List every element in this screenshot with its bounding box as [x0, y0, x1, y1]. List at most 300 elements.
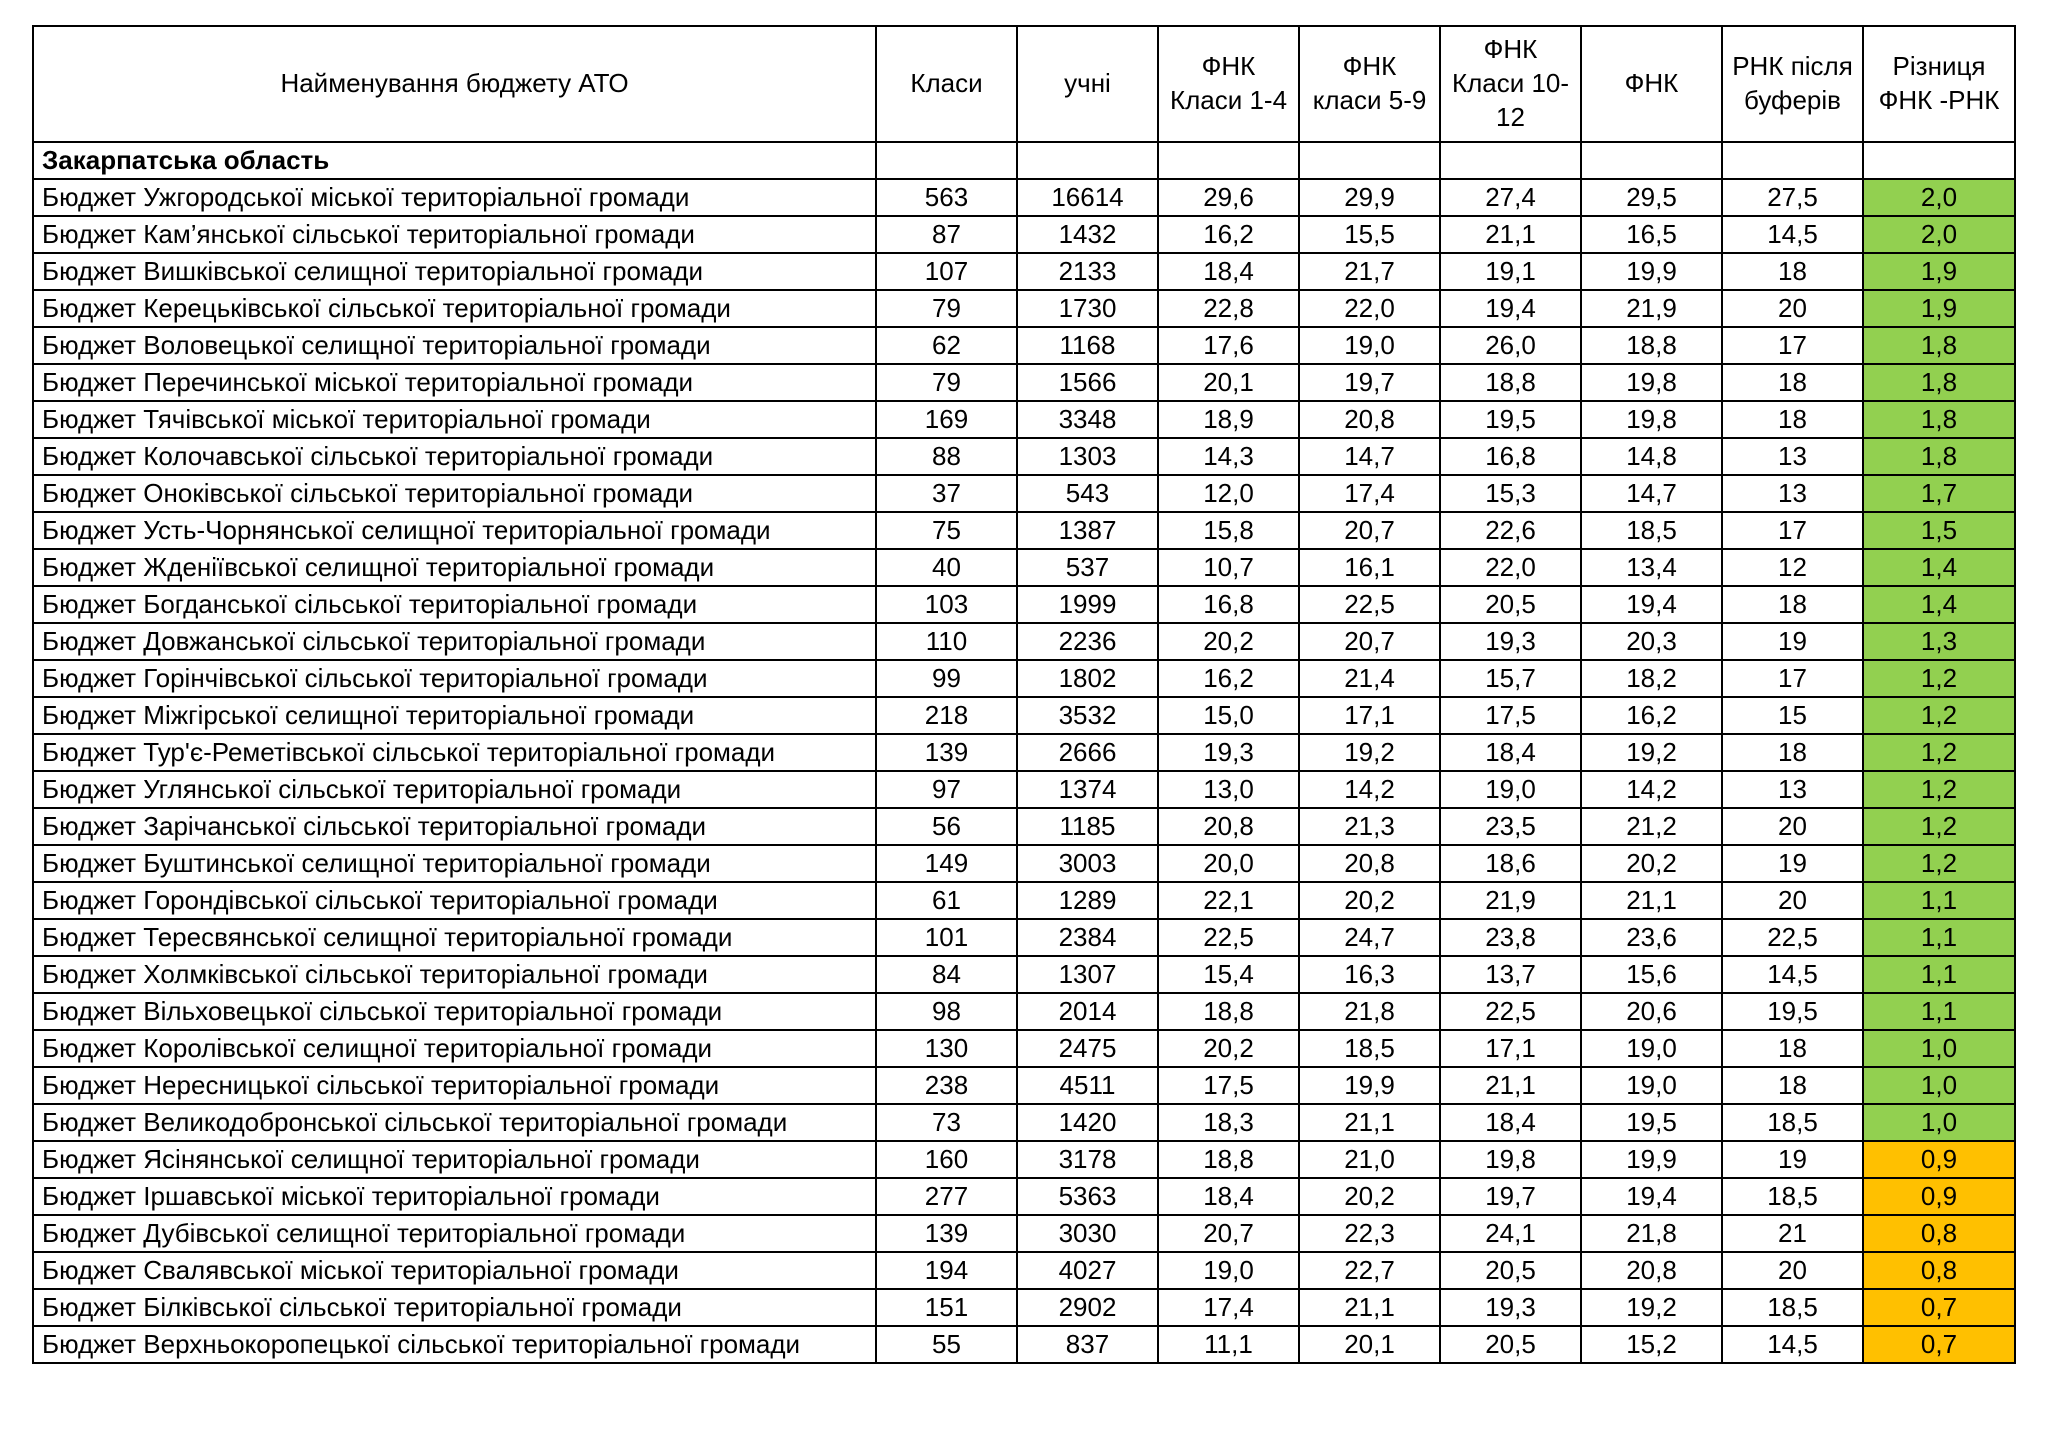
- cell-fnk: 14,7: [1581, 475, 1722, 512]
- cell-fnk: 18,8: [1581, 327, 1722, 364]
- table-row: [33, 660, 2015, 697]
- region-empty-cell: [1722, 142, 1863, 179]
- cell-rnk: 19: [1722, 623, 1863, 660]
- cell-diff: 1,4: [1863, 586, 2015, 623]
- cell-fnk-1-4: 20,7: [1158, 1215, 1299, 1252]
- table-row: [33, 1326, 2015, 1363]
- cell-fnk: 20,8: [1581, 1252, 1722, 1289]
- cell-classes: 139: [876, 734, 1017, 771]
- cell-fnk-10-12: 13,7: [1440, 956, 1581, 993]
- cell-rnk: 13: [1722, 771, 1863, 808]
- cell-rnk: 18,5: [1722, 1104, 1863, 1141]
- cell-classes: 139: [876, 1215, 1017, 1252]
- cell-fnk: 19,8: [1581, 401, 1722, 438]
- cell-fnk: 19,8: [1581, 364, 1722, 401]
- cell-fnk-1-4: 15,0: [1158, 697, 1299, 734]
- cell-fnk-5-9: 20,7: [1299, 512, 1440, 549]
- cell-fnk-10-12: 26,0: [1440, 327, 1581, 364]
- cell-fnk-1-4: 19,3: [1158, 734, 1299, 771]
- cell-rnk: 13: [1722, 438, 1863, 475]
- cell-fnk-10-12: 18,4: [1440, 734, 1581, 771]
- cell-classes: 55: [876, 1326, 1017, 1363]
- cell-fnk-10-12: 22,5: [1440, 993, 1581, 1030]
- cell-fnk: 21,8: [1581, 1215, 1722, 1252]
- cell-pupils: 1168: [1017, 327, 1158, 364]
- table-row: [33, 734, 2015, 771]
- cell-fnk-10-12: 27,4: [1440, 179, 1581, 216]
- cell-rnk: 19: [1722, 845, 1863, 882]
- cell-name: Бюджет Тересвянської селищної територіальної громади: [33, 919, 876, 956]
- cell-fnk-10-12: 24,1: [1440, 1215, 1581, 1252]
- cell-diff: 1,0: [1863, 1067, 2015, 1104]
- cell-name: Бюджет Перечинської міської територіальної громади: [33, 364, 876, 401]
- cell-name: Бюджет Міжгірської селищної територіальної громади: [33, 697, 876, 734]
- cell-fnk-1-4: 20,2: [1158, 1030, 1299, 1067]
- cell-pupils: 4027: [1017, 1252, 1158, 1289]
- cell-diff: 1,8: [1863, 438, 2015, 475]
- cell-fnk-10-12: 19,0: [1440, 771, 1581, 808]
- cell-diff: 1,0: [1863, 1030, 2015, 1067]
- cell-rnk: 14,5: [1722, 1326, 1863, 1363]
- cell-fnk-1-4: 17,5: [1158, 1067, 1299, 1104]
- cell-fnk-1-4: 20,1: [1158, 364, 1299, 401]
- cell-fnk-5-9: 20,2: [1299, 1178, 1440, 1215]
- budget-table: [32, 25, 2016, 1364]
- cell-diff: 1,9: [1863, 290, 2015, 327]
- cell-classes: 277: [876, 1178, 1017, 1215]
- header-row: [33, 26, 2015, 142]
- cell-pupils: 1432: [1017, 216, 1158, 253]
- cell-fnk-5-9: 17,4: [1299, 475, 1440, 512]
- cell-fnk: 19,4: [1581, 1178, 1722, 1215]
- cell-fnk: 16,5: [1581, 216, 1722, 253]
- region-row: [33, 142, 2015, 179]
- cell-pupils: 1999: [1017, 586, 1158, 623]
- cell-fnk: 20,2: [1581, 845, 1722, 882]
- cell-fnk-10-12: 19,3: [1440, 623, 1581, 660]
- cell-name: Бюджет Великодобронської сільської територіальної громади: [33, 1104, 876, 1141]
- cell-fnk-5-9: 19,2: [1299, 734, 1440, 771]
- table-row: [33, 549, 2015, 586]
- table-row: [33, 586, 2015, 623]
- cell-fnk-5-9: 16,3: [1299, 956, 1440, 993]
- cell-fnk-1-4: 17,4: [1158, 1289, 1299, 1326]
- cell-diff: 1,5: [1863, 512, 2015, 549]
- header-fnk-10-12: ФНК Класи 10-12: [1440, 26, 1581, 142]
- cell-classes: 61: [876, 882, 1017, 919]
- cell-fnk: 18,2: [1581, 660, 1722, 697]
- cell-fnk-1-4: 11,1: [1158, 1326, 1299, 1363]
- cell-classes: 130: [876, 1030, 1017, 1067]
- cell-rnk: 18,5: [1722, 1289, 1863, 1326]
- cell-fnk: 19,0: [1581, 1067, 1722, 1104]
- cell-rnk: 18: [1722, 734, 1863, 771]
- cell-rnk: 27,5: [1722, 179, 1863, 216]
- cell-pupils: 2475: [1017, 1030, 1158, 1067]
- cell-classes: 238: [876, 1067, 1017, 1104]
- cell-rnk: 14,5: [1722, 216, 1863, 253]
- cell-fnk-10-12: 19,5: [1440, 401, 1581, 438]
- cell-pupils: 1307: [1017, 956, 1158, 993]
- cell-pupils: 1387: [1017, 512, 1158, 549]
- cell-fnk-5-9: 22,0: [1299, 290, 1440, 327]
- cell-fnk-10-12: 20,5: [1440, 1252, 1581, 1289]
- cell-classes: 103: [876, 586, 1017, 623]
- cell-name: Бюджет Іршавської міської територіальної громади: [33, 1178, 876, 1215]
- cell-name: Бюджет Холмківської сільської територіальної громади: [33, 956, 876, 993]
- cell-fnk-1-4: 12,0: [1158, 475, 1299, 512]
- cell-fnk-5-9: 14,7: [1299, 438, 1440, 475]
- table-row: [33, 1252, 2015, 1289]
- cell-diff: 1,2: [1863, 660, 2015, 697]
- cell-rnk: 12: [1722, 549, 1863, 586]
- cell-rnk: 18: [1722, 1030, 1863, 1067]
- table-row: [33, 1141, 2015, 1178]
- header-rnk: РНК після буферів: [1722, 26, 1863, 142]
- cell-pupils: 3178: [1017, 1141, 1158, 1178]
- cell-pupils: 1566: [1017, 364, 1158, 401]
- cell-fnk-1-4: 19,0: [1158, 1252, 1299, 1289]
- table-row: [33, 512, 2015, 549]
- table-row: [33, 438, 2015, 475]
- cell-pupils: 2384: [1017, 919, 1158, 956]
- cell-fnk: 13,4: [1581, 549, 1722, 586]
- cell-pupils: 3030: [1017, 1215, 1158, 1252]
- cell-diff: 1,1: [1863, 956, 2015, 993]
- cell-fnk-10-12: 19,4: [1440, 290, 1581, 327]
- cell-fnk-1-4: 22,1: [1158, 882, 1299, 919]
- cell-rnk: 17: [1722, 660, 1863, 697]
- cell-fnk: 14,8: [1581, 438, 1722, 475]
- table-row: [33, 882, 2015, 919]
- cell-rnk: 17: [1722, 327, 1863, 364]
- cell-name: Бюджет Колочавської сільської територіальної громади: [33, 438, 876, 475]
- cell-fnk-1-4: 15,8: [1158, 512, 1299, 549]
- cell-classes: 40: [876, 549, 1017, 586]
- header-name: Найменування бюджету АТО: [33, 26, 876, 142]
- cell-pupils: 16614: [1017, 179, 1158, 216]
- cell-name: Бюджет Дубівської селищної територіальної громади: [33, 1215, 876, 1252]
- cell-fnk-1-4: 22,8: [1158, 290, 1299, 327]
- cell-classes: 79: [876, 290, 1017, 327]
- cell-rnk: 14,5: [1722, 956, 1863, 993]
- cell-fnk-1-4: 13,0: [1158, 771, 1299, 808]
- table-row: [33, 401, 2015, 438]
- cell-fnk-5-9: 21,1: [1299, 1104, 1440, 1141]
- cell-fnk-10-12: 17,1: [1440, 1030, 1581, 1067]
- cell-classes: 218: [876, 697, 1017, 734]
- cell-fnk-5-9: 24,7: [1299, 919, 1440, 956]
- cell-diff: 1,7: [1863, 475, 2015, 512]
- cell-fnk-5-9: 21,0: [1299, 1141, 1440, 1178]
- table-row: [33, 993, 2015, 1030]
- table-row: [33, 290, 2015, 327]
- region-name: Закарпатська область: [33, 142, 876, 179]
- cell-name: Бюджет Тячівської міської територіальної громади: [33, 401, 876, 438]
- cell-fnk-10-12: 21,1: [1440, 1067, 1581, 1104]
- cell-fnk-10-12: 16,8: [1440, 438, 1581, 475]
- region-empty-cell: [1440, 142, 1581, 179]
- cell-fnk-10-12: 22,6: [1440, 512, 1581, 549]
- cell-rnk: 20: [1722, 1252, 1863, 1289]
- cell-fnk-5-9: 20,1: [1299, 1326, 1440, 1363]
- cell-fnk-1-4: 14,3: [1158, 438, 1299, 475]
- cell-fnk: 19,0: [1581, 1030, 1722, 1067]
- cell-pupils: 3532: [1017, 697, 1158, 734]
- table-row: [33, 1178, 2015, 1215]
- cell-rnk: 18,5: [1722, 1178, 1863, 1215]
- cell-fnk: 29,5: [1581, 179, 1722, 216]
- region-empty-cell: [1581, 142, 1722, 179]
- cell-rnk: 19: [1722, 1141, 1863, 1178]
- cell-fnk-5-9: 20,2: [1299, 882, 1440, 919]
- table-row: [33, 1289, 2015, 1326]
- cell-fnk-1-4: 18,8: [1158, 1141, 1299, 1178]
- cell-fnk-10-12: 15,7: [1440, 660, 1581, 697]
- cell-fnk-10-12: 19,3: [1440, 1289, 1581, 1326]
- region-empty-cell: [1017, 142, 1158, 179]
- cell-rnk: 17: [1722, 512, 1863, 549]
- cell-name: Бюджет Ужгородської міської територіальної громади: [33, 179, 876, 216]
- cell-fnk-10-12: 19,8: [1440, 1141, 1581, 1178]
- cell-diff: 0,7: [1863, 1289, 2015, 1326]
- cell-diff: 1,4: [1863, 549, 2015, 586]
- cell-fnk: 19,2: [1581, 1289, 1722, 1326]
- table-row: [33, 919, 2015, 956]
- cell-diff: 0,8: [1863, 1252, 2015, 1289]
- cell-fnk: 15,6: [1581, 956, 1722, 993]
- cell-fnk-10-12: 18,6: [1440, 845, 1581, 882]
- cell-fnk-5-9: 19,0: [1299, 327, 1440, 364]
- cell-rnk: 18: [1722, 364, 1863, 401]
- cell-fnk-1-4: 16,2: [1158, 660, 1299, 697]
- cell-fnk: 19,2: [1581, 734, 1722, 771]
- cell-diff: 1,3: [1863, 623, 2015, 660]
- cell-fnk-1-4: 18,4: [1158, 1178, 1299, 1215]
- cell-fnk: 15,2: [1581, 1326, 1722, 1363]
- cell-name: Бюджет Богданської сільської територіальної громади: [33, 586, 876, 623]
- cell-fnk-10-12: 18,4: [1440, 1104, 1581, 1141]
- cell-fnk-5-9: 19,9: [1299, 1067, 1440, 1104]
- cell-fnk-5-9: 29,9: [1299, 179, 1440, 216]
- region-empty-cell: [1158, 142, 1299, 179]
- cell-classes: 88: [876, 438, 1017, 475]
- cell-fnk-5-9: 20,7: [1299, 623, 1440, 660]
- cell-fnk-1-4: 22,5: [1158, 919, 1299, 956]
- table-row: [33, 808, 2015, 845]
- cell-name: Бюджет Вільховецької сільської територіальної громади: [33, 993, 876, 1030]
- cell-pupils: 2902: [1017, 1289, 1158, 1326]
- cell-fnk-10-12: 22,0: [1440, 549, 1581, 586]
- cell-fnk: 19,9: [1581, 253, 1722, 290]
- header-classes: Класи: [876, 26, 1017, 142]
- cell-pupils: 2236: [1017, 623, 1158, 660]
- cell-fnk: 20,3: [1581, 623, 1722, 660]
- table-row: [33, 1067, 2015, 1104]
- cell-name: Бюджет Жденіївської селищної територіальної громади: [33, 549, 876, 586]
- cell-diff: 1,0: [1863, 1104, 2015, 1141]
- cell-diff: 2,0: [1863, 216, 2015, 253]
- cell-fnk-5-9: 15,5: [1299, 216, 1440, 253]
- cell-fnk-1-4: 18,8: [1158, 993, 1299, 1030]
- cell-diff: 1,2: [1863, 734, 2015, 771]
- cell-name: Бюджет Горондівської сільської територіальної громади: [33, 882, 876, 919]
- cell-diff: 0,9: [1863, 1178, 2015, 1215]
- region-empty-cell: [1863, 142, 2015, 179]
- cell-fnk-1-4: 29,6: [1158, 179, 1299, 216]
- table-row: [33, 364, 2015, 401]
- cell-name: Бюджет Углянської сільської територіальної громади: [33, 771, 876, 808]
- cell-fnk-10-12: 15,3: [1440, 475, 1581, 512]
- cell-diff: 0,8: [1863, 1215, 2015, 1252]
- cell-pupils: 1185: [1017, 808, 1158, 845]
- cell-rnk: 13: [1722, 475, 1863, 512]
- cell-diff: 0,9: [1863, 1141, 2015, 1178]
- cell-fnk-1-4: 20,8: [1158, 808, 1299, 845]
- cell-diff: 1,8: [1863, 401, 2015, 438]
- cell-name: Бюджет Свалявської міської територіальної громади: [33, 1252, 876, 1289]
- cell-name: Бюджет Ясінянської селищної територіальної громади: [33, 1141, 876, 1178]
- cell-rnk: 20: [1722, 808, 1863, 845]
- cell-classes: 151: [876, 1289, 1017, 1326]
- cell-diff: 1,1: [1863, 993, 2015, 1030]
- cell-rnk: 18: [1722, 1067, 1863, 1104]
- table-row: [33, 1030, 2015, 1067]
- cell-fnk-1-4: 20,0: [1158, 845, 1299, 882]
- cell-classes: 149: [876, 845, 1017, 882]
- cell-fnk-1-4: 18,4: [1158, 253, 1299, 290]
- cell-diff: 1,2: [1863, 697, 2015, 734]
- cell-fnk-5-9: 21,1: [1299, 1289, 1440, 1326]
- cell-classes: 97: [876, 771, 1017, 808]
- cell-fnk-5-9: 20,8: [1299, 401, 1440, 438]
- cell-fnk-10-12: 23,8: [1440, 919, 1581, 956]
- cell-diff: 1,2: [1863, 845, 2015, 882]
- cell-name: Бюджет Воловецької селищної територіальної громади: [33, 327, 876, 364]
- region-empty-cell: [876, 142, 1017, 179]
- cell-diff: 1,1: [1863, 919, 2015, 956]
- cell-fnk-5-9: 19,7: [1299, 364, 1440, 401]
- cell-fnk: 19,5: [1581, 1104, 1722, 1141]
- cell-classes: 107: [876, 253, 1017, 290]
- cell-fnk-10-12: 19,7: [1440, 1178, 1581, 1215]
- cell-fnk-10-12: 21,1: [1440, 216, 1581, 253]
- cell-pupils: 2014: [1017, 993, 1158, 1030]
- table-body: [33, 142, 2015, 1363]
- cell-classes: 110: [876, 623, 1017, 660]
- cell-rnk: 21: [1722, 1215, 1863, 1252]
- cell-fnk: 18,5: [1581, 512, 1722, 549]
- cell-name: Бюджет Зарічанської сільської територіальної громади: [33, 808, 876, 845]
- cell-pupils: 1303: [1017, 438, 1158, 475]
- cell-fnk-5-9: 20,8: [1299, 845, 1440, 882]
- cell-fnk-5-9: 21,7: [1299, 253, 1440, 290]
- cell-pupils: 2666: [1017, 734, 1158, 771]
- cell-fnk-5-9: 16,1: [1299, 549, 1440, 586]
- cell-fnk-5-9: 21,8: [1299, 993, 1440, 1030]
- cell-fnk: 19,4: [1581, 586, 1722, 623]
- cell-fnk: 21,9: [1581, 290, 1722, 327]
- region-empty-cell: [1299, 142, 1440, 179]
- cell-classes: 169: [876, 401, 1017, 438]
- table-row: [33, 623, 2015, 660]
- cell-pupils: 1420: [1017, 1104, 1158, 1141]
- cell-fnk: 21,2: [1581, 808, 1722, 845]
- cell-fnk: 20,6: [1581, 993, 1722, 1030]
- cell-classes: 87: [876, 216, 1017, 253]
- cell-pupils: 543: [1017, 475, 1158, 512]
- cell-fnk-1-4: 10,7: [1158, 549, 1299, 586]
- cell-fnk-10-12: 20,5: [1440, 1326, 1581, 1363]
- cell-classes: 73: [876, 1104, 1017, 1141]
- cell-fnk-5-9: 17,1: [1299, 697, 1440, 734]
- table-row: [33, 1104, 2015, 1141]
- cell-pupils: 4511: [1017, 1067, 1158, 1104]
- cell-fnk-5-9: 14,2: [1299, 771, 1440, 808]
- table-row: [33, 216, 2015, 253]
- cell-rnk: 18: [1722, 401, 1863, 438]
- cell-diff: 2,0: [1863, 179, 2015, 216]
- table-row: [33, 253, 2015, 290]
- cell-diff: 1,8: [1863, 364, 2015, 401]
- cell-classes: 563: [876, 179, 1017, 216]
- cell-classes: 84: [876, 956, 1017, 993]
- header-fnk-1-4: ФНК Класи 1-4: [1158, 26, 1299, 142]
- cell-classes: 160: [876, 1141, 1017, 1178]
- cell-fnk-1-4: 16,2: [1158, 216, 1299, 253]
- header-fnk-5-9: ФНК класи 5-9: [1299, 26, 1440, 142]
- cell-fnk: 16,2: [1581, 697, 1722, 734]
- cell-pupils: 1802: [1017, 660, 1158, 697]
- cell-rnk: 22,5: [1722, 919, 1863, 956]
- cell-diff: 1,2: [1863, 771, 2015, 808]
- cell-classes: 62: [876, 327, 1017, 364]
- cell-pupils: 3348: [1017, 401, 1158, 438]
- cell-fnk: 21,1: [1581, 882, 1722, 919]
- cell-diff: 0,7: [1863, 1326, 2015, 1363]
- table-row: [33, 697, 2015, 734]
- cell-fnk-10-12: 17,5: [1440, 697, 1581, 734]
- cell-rnk: 20: [1722, 290, 1863, 327]
- cell-name: Бюджет Кам’янської сільської територіальної громади: [33, 216, 876, 253]
- cell-name: Бюджет Усть-Чорнянської селищної територіальної громади: [33, 512, 876, 549]
- header-pupils: учні: [1017, 26, 1158, 142]
- cell-classes: 98: [876, 993, 1017, 1030]
- cell-pupils: 1289: [1017, 882, 1158, 919]
- cell-fnk: 19,9: [1581, 1141, 1722, 1178]
- cell-rnk: 18: [1722, 253, 1863, 290]
- cell-classes: 37: [876, 475, 1017, 512]
- cell-classes: 79: [876, 364, 1017, 401]
- cell-rnk: 15: [1722, 697, 1863, 734]
- cell-rnk: 18: [1722, 586, 1863, 623]
- cell-fnk-10-12: 19,1: [1440, 253, 1581, 290]
- cell-name: Бюджет Королівської селищної територіальної громади: [33, 1030, 876, 1067]
- cell-fnk-5-9: 22,7: [1299, 1252, 1440, 1289]
- cell-name: Бюджет Нересницької сільської територіальної громади: [33, 1067, 876, 1104]
- cell-fnk-10-12: 18,8: [1440, 364, 1581, 401]
- cell-fnk: 14,2: [1581, 771, 1722, 808]
- cell-name: Бюджет Тур'є-Реметівської сільської територіальної громади: [33, 734, 876, 771]
- cell-pupils: 5363: [1017, 1178, 1158, 1215]
- cell-classes: 99: [876, 660, 1017, 697]
- table-row: [33, 771, 2015, 808]
- cell-classes: 75: [876, 512, 1017, 549]
- cell-name: Бюджет Горінчівської сільської територіальної громади: [33, 660, 876, 697]
- cell-rnk: 20: [1722, 882, 1863, 919]
- cell-pupils: 537: [1017, 549, 1158, 586]
- header-fnk: ФНК: [1581, 26, 1722, 142]
